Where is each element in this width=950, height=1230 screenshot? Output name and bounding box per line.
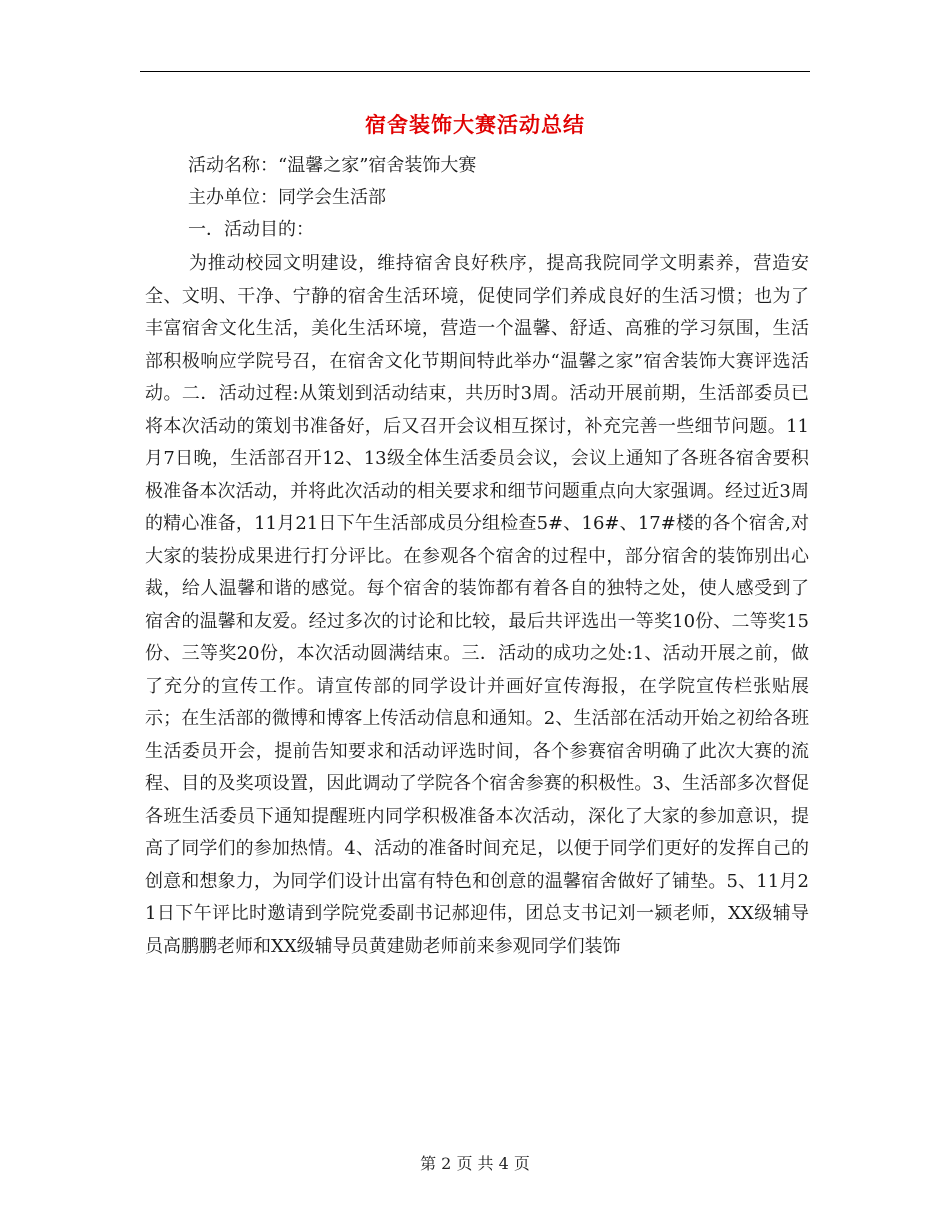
activity-name-line: 活动名称：“温馨之家”宿舍装饰大赛 xyxy=(188,155,477,176)
document-title: 宿舍装饰大赛活动总结 xyxy=(365,112,585,137)
page-footer: 第 2 页 共 4 页 xyxy=(420,1154,530,1173)
section-heading-purpose: 一．活动目的： xyxy=(188,219,314,240)
body-paragraph: 为推动校园文明建设，维持宿舍良好秩序，提高我院同学文明素养，营造安全、文明、干净、宁静的宿舍生活环境，促使同学们养成良好的生活习惯；也为了丰富宿舍文化生活，美化生活环境，营造一个温馨、舒适、高雅的学习氛围，生活部积极响应学院号召，在宿舍文化节期间特此举办“温馨之家”宿舍装饰大赛评选活动。二．活动过程:从策划到活动结束，共历时3周。活动开展前期，生活部委员已将本次活动的策划书准备好，后又召开会议相互探讨，补充完善一些细节问题。11月7日晚，生活部召开12、13级全体生活委员会议，会议上通知了各班各宿舍要积极准备本次活动，并将此次活动的相关要求和细节问题重点向大家强调。经过近3周的精心准备，11月21日下午生活部成员分组检查5#、16#、17#楼的各个宿舍,对大家的装扮成果进行打分评比。在参观各个宿舍的过程中，部分宿舍的装饰别出心裁，给人温馨和谐的感觉。每个宿舍的装饰都有着各自的独特之处，使人感受到了宿舍的温馨和友爱。经过多次的讨论和比较，最后共评选出一等奖10份、二等奖15份、三等奖20份，本次活动圆满结束。三．活动的成功之处:1、活动开展之前，做了充分的宣传工作。请宣传部的同学设计并画好宣传海报，在学院宣传栏张贴展示；在生活部的微博和博客上传活动信息和通知。2、生活部在活动开始之初给各班生活委员开会，提前告知要求和活动评选时间，各个参赛宿舍明确了此次大赛的流程、目的及奖项设置，因此调动了学院各个宿舍参赛的积极性。3、生活部多次督促各班生活委员下通知提醒班内同学积极准备本次活动，深化了大家的参加意识，提高了同学们的参加热情。4、活动的准备时间充足，以便于同学们更好的发挥自己的创意和想象力，为同学们设计出富有特色和创意的温馨宿舍做好了铺垫。5、11月21日下午评比时邀请到学院党委副书记郝迎伟，团总支书记刘一颍老师，XX级辅导员高鹏鹏老师和XX级辅导员黄建勋老师前来参观同学们装饰 xyxy=(145,253,809,957)
header-rule xyxy=(140,71,810,72)
organizer-line: 主办单位：同学会生活部 xyxy=(188,187,386,208)
